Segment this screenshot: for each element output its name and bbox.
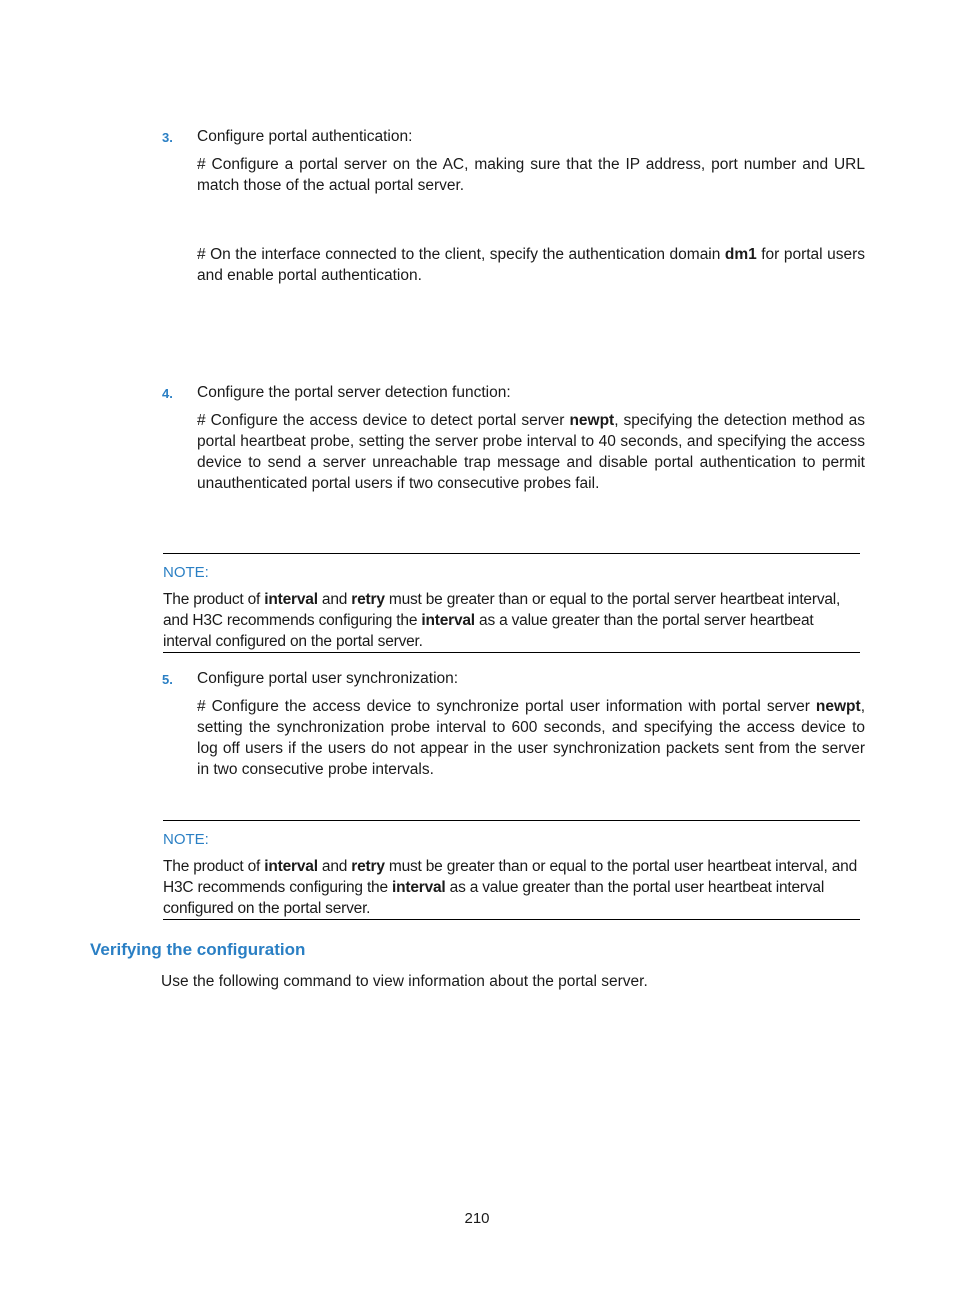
step-number: 5.	[162, 672, 173, 687]
keyword: newpt	[569, 412, 615, 429]
step-number: 4.	[162, 386, 173, 401]
note-text: The product of interval and retry must be greater than or equal to the portal user heartbeat interval, and H3C recommends configuring the interval as a value greater than the portal user heartbeat interval configured on the portal server.	[163, 858, 857, 917]
note-label: NOTE:	[163, 564, 209, 581]
note-box	[163, 820, 860, 920]
step-title: Configure portal authentication:	[197, 128, 413, 145]
paragraph: # On the interface connected to the client, specify the authentication domain dm1 for portal users and enable portal authentication.	[197, 246, 865, 284]
paragraph: # Configure the access device to synchronize portal user information with portal server newpt, setting the synchronization probe interval to 600 seconds, and specifying the access device to log off users if the users do not appear in the user synchronization packets sent from the server in two consecutive probe intervals.	[197, 698, 865, 778]
step-number: 3.	[162, 130, 173, 145]
note-box	[163, 553, 860, 653]
note-label: NOTE:	[163, 831, 209, 848]
keyword: newpt	[815, 698, 861, 715]
paragraph: # Configure a portal server on the AC, making sure that the IP address, port number and URL match those of the actual portal server.	[197, 156, 865, 194]
step-title: Configure portal user synchronization:	[197, 670, 459, 687]
step-title: Configure the portal server detection function:	[197, 384, 511, 401]
paragraph: # Configure the access device to detect portal server newpt, specifying the detection method as portal heartbeat probe, setting the server probe interval to 40 seconds, and specifying the access device to send a server unreachable trap message and disable portal authentication to permit unauthenticated portal users if two consecutive probes fail.	[197, 412, 865, 492]
page-number: 210	[464, 1210, 490, 1227]
note-text: The product of interval and retry must be greater than or equal to the portal server heartbeat interval, and H3C recommends configuring the interval as a value greater than the portal server heartbeat interval configured on the portal server.	[163, 591, 841, 650]
keyword: dm1	[724, 246, 757, 263]
section-heading: Verifying the configuration	[90, 940, 306, 959]
paragraph: Use the following command to view information about the portal server.	[161, 973, 648, 990]
